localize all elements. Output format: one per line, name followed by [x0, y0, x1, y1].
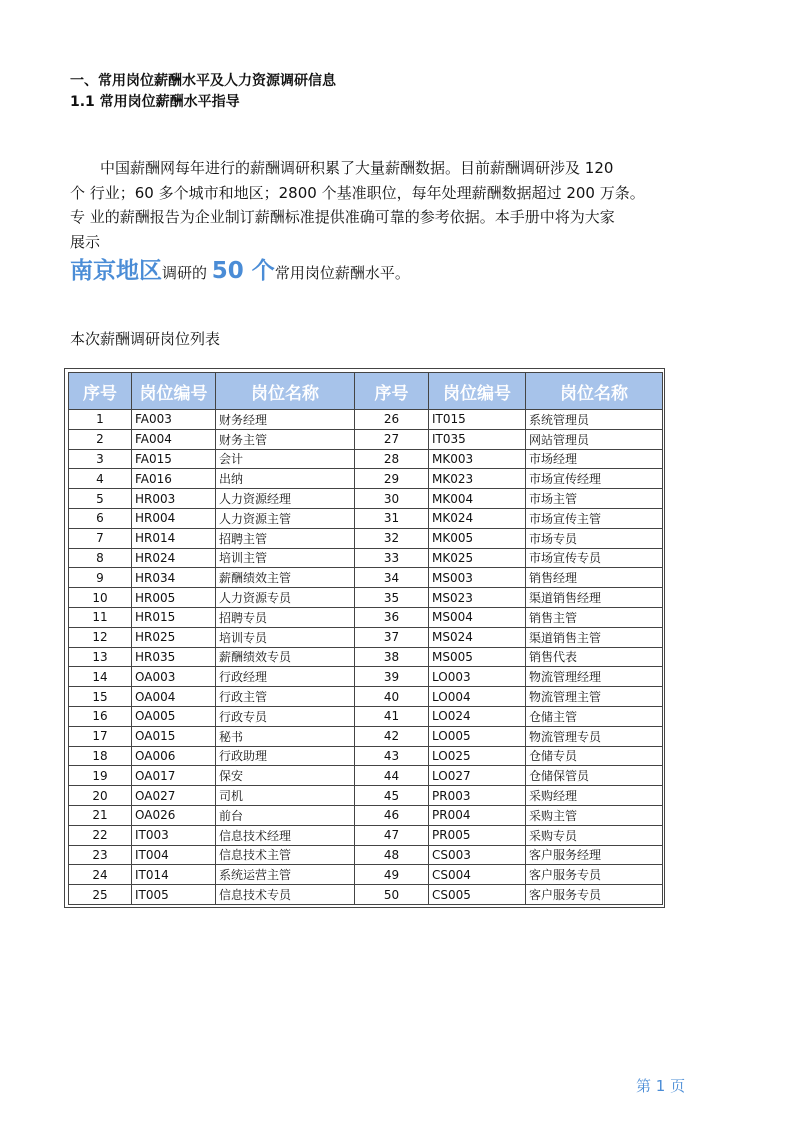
- position-table-frame: [64, 368, 665, 908]
- cell-seq-left: 21: [69, 805, 132, 825]
- cell-seq-left: 15: [69, 687, 132, 707]
- cell-title-left: 培训专员: [216, 627, 355, 647]
- cell-code-left: IT004: [132, 845, 216, 865]
- cell-code-right: CS003: [429, 845, 526, 865]
- intro-line-4: 展示: [70, 232, 101, 251]
- cell-seq-right: 48: [355, 845, 429, 865]
- intro-paragraph: [70, 156, 670, 254]
- table-row: [69, 687, 663, 707]
- table-row: [69, 885, 663, 905]
- cell-code-left: FA016: [132, 469, 216, 489]
- table-row: [69, 410, 663, 430]
- header-seq-right: 序号: [355, 373, 429, 410]
- cell-seq-right: 44: [355, 766, 429, 786]
- cell-title-right: 客户服务专员: [526, 885, 663, 905]
- cell-seq-right: 43: [355, 746, 429, 766]
- cell-title-right: 网站管理员: [526, 429, 663, 449]
- table-body: [69, 410, 663, 905]
- cell-seq-right: 50: [355, 885, 429, 905]
- cell-code-left: HR015: [132, 607, 216, 627]
- cell-title-right: 市场专员: [526, 528, 663, 548]
- cell-code-right: MS005: [429, 647, 526, 667]
- cell-seq-right: 28: [355, 449, 429, 469]
- cell-seq-right: 38: [355, 647, 429, 667]
- page-number: 第 1 页: [636, 1077, 686, 1095]
- cell-title-right: 客户服务经理: [526, 845, 663, 865]
- cell-code-right: MK003: [429, 449, 526, 469]
- cell-title-left: 保安: [216, 766, 355, 786]
- cell-seq-left: 14: [69, 667, 132, 687]
- table-row: [69, 766, 663, 786]
- cell-code-right: IT015: [429, 410, 526, 430]
- header-code-right: 岗位编号: [429, 373, 526, 410]
- highlight-line: [70, 252, 410, 285]
- cell-seq-left: 13: [69, 647, 132, 667]
- cell-seq-left: 4: [69, 469, 132, 489]
- table-caption: 本次薪酬调研岗位列表: [70, 330, 221, 348]
- cell-title-right: 仓储专员: [526, 746, 663, 766]
- cell-seq-right: 41: [355, 706, 429, 726]
- cell-title-right: 销售经理: [526, 568, 663, 588]
- cell-title-right: 仓储主管: [526, 706, 663, 726]
- cell-code-right: LO005: [429, 726, 526, 746]
- cell-title-left: 培训主管: [216, 548, 355, 568]
- cell-seq-left: 10: [69, 588, 132, 608]
- intro-line-2: 个 行业；60 多个城市和地区；2800 个基准职位，每年处理薪酬数据超过 200 万条。: [70, 183, 645, 202]
- cell-seq-left: 16: [69, 706, 132, 726]
- cell-title-right: 销售代表: [526, 647, 663, 667]
- cell-seq-right: 29: [355, 469, 429, 489]
- cell-code-left: HR025: [132, 627, 216, 647]
- cell-title-left: 行政主管: [216, 687, 355, 707]
- cell-seq-left: 19: [69, 766, 132, 786]
- cell-title-right: 市场宣传经理: [526, 469, 663, 489]
- intro-line-3: 专 业的薪酬报告为企业制订薪酬标准提供准确可靠的参考依据。本手册中将为大家: [70, 208, 615, 226]
- highlight-mid-text: 调研的: [162, 264, 208, 282]
- cell-seq-left: 8: [69, 548, 132, 568]
- cell-code-right: LO024: [429, 706, 526, 726]
- cell-title-left: 招聘主管: [216, 528, 355, 548]
- cell-title-right: 销售主管: [526, 607, 663, 627]
- cell-title-left: 信息技术经理: [216, 825, 355, 845]
- cell-title-right: 物流管理主管: [526, 687, 663, 707]
- cell-title-right: 系统管理员: [526, 410, 663, 430]
- table-row: [69, 726, 663, 746]
- cell-code-left: HR014: [132, 528, 216, 548]
- cell-code-left: OA005: [132, 706, 216, 726]
- cell-title-right: 采购专员: [526, 825, 663, 845]
- cell-code-left: OA026: [132, 805, 216, 825]
- cell-seq-left: 17: [69, 726, 132, 746]
- header-title-left: 岗位名称: [216, 373, 355, 410]
- cell-title-right: 采购经理: [526, 786, 663, 806]
- cell-title-left: 薪酬绩效主管: [216, 568, 355, 588]
- cell-seq-left: 23: [69, 845, 132, 865]
- subsection-heading: 1.1 常用岗位薪酬水平指导: [70, 94, 240, 110]
- cell-title-left: 财务经理: [216, 410, 355, 430]
- table-row: [69, 667, 663, 687]
- table-header-row: [69, 373, 663, 410]
- table-row: [69, 548, 663, 568]
- cell-code-right: PR004: [429, 805, 526, 825]
- cell-seq-left: 18: [69, 746, 132, 766]
- cell-seq-left: 24: [69, 865, 132, 885]
- cell-title-left: 人力资源主管: [216, 508, 355, 528]
- cell-code-right: LO027: [429, 766, 526, 786]
- cell-seq-left: 1: [69, 410, 132, 430]
- cell-title-right: 渠道销售主管: [526, 627, 663, 647]
- cell-code-right: MK025: [429, 548, 526, 568]
- header-title-right: 岗位名称: [526, 373, 663, 410]
- cell-code-left: OA004: [132, 687, 216, 707]
- cell-title-left: 秘书: [216, 726, 355, 746]
- cell-seq-right: 26: [355, 410, 429, 430]
- cell-code-right: LO025: [429, 746, 526, 766]
- cell-code-right: LO003: [429, 667, 526, 687]
- table-row: [69, 627, 663, 647]
- cell-title-left: 招聘专员: [216, 607, 355, 627]
- cell-seq-right: 31: [355, 508, 429, 528]
- cell-code-right: LO004: [429, 687, 526, 707]
- cell-seq-right: 42: [355, 726, 429, 746]
- cell-code-left: HR005: [132, 588, 216, 608]
- region-highlight: 南京地区: [70, 258, 162, 284]
- cell-code-left: FA004: [132, 429, 216, 449]
- cell-seq-left: 6: [69, 508, 132, 528]
- table-row: [69, 528, 663, 548]
- cell-seq-right: 35: [355, 588, 429, 608]
- cell-title-left: 系统运营主管: [216, 865, 355, 885]
- cell-code-left: OA027: [132, 786, 216, 806]
- cell-seq-right: 46: [355, 805, 429, 825]
- cell-title-right: 市场宣传主管: [526, 508, 663, 528]
- cell-code-right: MK024: [429, 508, 526, 528]
- cell-seq-left: 11: [69, 607, 132, 627]
- cell-code-left: HR035: [132, 647, 216, 667]
- cell-title-right: 市场经理: [526, 449, 663, 469]
- cell-title-left: 行政助理: [216, 746, 355, 766]
- cell-title-right: 物流管理专员: [526, 726, 663, 746]
- cell-code-right: MK005: [429, 528, 526, 548]
- cell-code-right: IT035: [429, 429, 526, 449]
- cell-code-left: OA015: [132, 726, 216, 746]
- highlight-tail-text: 常用岗位薪酬水平。: [274, 264, 410, 282]
- cell-seq-right: 37: [355, 627, 429, 647]
- cell-title-left: 信息技术专员: [216, 885, 355, 905]
- cell-seq-left: 2: [69, 429, 132, 449]
- table-row: [69, 469, 663, 489]
- table-row: [69, 845, 663, 865]
- cell-code-right: PR005: [429, 825, 526, 845]
- table-row: [69, 449, 663, 469]
- table-row: [69, 429, 663, 449]
- cell-code-left: HR024: [132, 548, 216, 568]
- cell-title-right: 市场宣传专员: [526, 548, 663, 568]
- cell-seq-right: 49: [355, 865, 429, 885]
- table-row: [69, 568, 663, 588]
- header-seq-left: 序号: [69, 373, 132, 410]
- cell-seq-right: 32: [355, 528, 429, 548]
- cell-seq-right: 40: [355, 687, 429, 707]
- table-row: [69, 865, 663, 885]
- cell-seq-left: 5: [69, 489, 132, 509]
- cell-seq-right: 33: [355, 548, 429, 568]
- cell-title-left: 出纳: [216, 469, 355, 489]
- cell-code-right: MK004: [429, 489, 526, 509]
- cell-title-left: 薪酬绩效专员: [216, 647, 355, 667]
- cell-title-right: 采购主管: [526, 805, 663, 825]
- cell-code-right: MS023: [429, 588, 526, 608]
- cell-title-left: 人力资源经理: [216, 489, 355, 509]
- table-row: [69, 489, 663, 509]
- cell-code-right: MS004: [429, 607, 526, 627]
- table-row: [69, 508, 663, 528]
- section-heading: 一、常用岗位薪酬水平及人力资源调研信息: [70, 73, 336, 89]
- count-highlight: 50 个: [211, 258, 275, 284]
- cell-seq-right: 39: [355, 667, 429, 687]
- cell-title-left: 行政专员: [216, 706, 355, 726]
- cell-title-left: 会计: [216, 449, 355, 469]
- table-row: [69, 746, 663, 766]
- cell-title-left: 行政经理: [216, 667, 355, 687]
- cell-code-right: PR003: [429, 786, 526, 806]
- cell-seq-left: 25: [69, 885, 132, 905]
- cell-code-right: CS004: [429, 865, 526, 885]
- cell-seq-right: 34: [355, 568, 429, 588]
- cell-seq-left: 3: [69, 449, 132, 469]
- position-table: [68, 372, 663, 905]
- cell-title-right: 渠道销售经理: [526, 588, 663, 608]
- cell-title-right: 仓储保管员: [526, 766, 663, 786]
- cell-seq-right: 47: [355, 825, 429, 845]
- cell-seq-right: 30: [355, 489, 429, 509]
- cell-seq-right: 27: [355, 429, 429, 449]
- cell-seq-left: 22: [69, 825, 132, 845]
- table-row: [69, 706, 663, 726]
- table-row: [69, 607, 663, 627]
- cell-title-right: 物流管理经理: [526, 667, 663, 687]
- cell-title-left: 信息技术主管: [216, 845, 355, 865]
- table-row: [69, 588, 663, 608]
- cell-title-left: 司机: [216, 786, 355, 806]
- table-row: [69, 647, 663, 667]
- cell-title-left: 人力资源专员: [216, 588, 355, 608]
- cell-code-left: IT005: [132, 885, 216, 905]
- cell-code-left: HR003: [132, 489, 216, 509]
- table-row: [69, 825, 663, 845]
- cell-code-right: MS024: [429, 627, 526, 647]
- cell-seq-left: 20: [69, 786, 132, 806]
- cell-code-left: FA015: [132, 449, 216, 469]
- cell-code-left: OA017: [132, 766, 216, 786]
- cell-code-left: IT003: [132, 825, 216, 845]
- cell-seq-right: 36: [355, 607, 429, 627]
- cell-code-left: HR034: [132, 568, 216, 588]
- header-code-left: 岗位编号: [132, 373, 216, 410]
- cell-code-left: FA003: [132, 410, 216, 430]
- table-row: [69, 786, 663, 806]
- cell-title-right: 市场主管: [526, 489, 663, 509]
- cell-seq-left: 12: [69, 627, 132, 647]
- cell-code-right: CS005: [429, 885, 526, 905]
- cell-code-right: MS003: [429, 568, 526, 588]
- cell-seq-right: 45: [355, 786, 429, 806]
- cell-seq-left: 9: [69, 568, 132, 588]
- cell-title-right: 客户服务专员: [526, 865, 663, 885]
- cell-title-left: 前台: [216, 805, 355, 825]
- table-row: [69, 805, 663, 825]
- cell-title-left: 财务主管: [216, 429, 355, 449]
- cell-code-left: HR004: [132, 508, 216, 528]
- cell-seq-left: 7: [69, 528, 132, 548]
- intro-line-1: 中国薪酬网每年进行的薪酬调研积累了大量薪酬数据。目前薪酬调研涉及 120: [100, 159, 614, 177]
- cell-code-left: OA006: [132, 746, 216, 766]
- cell-code-left: IT014: [132, 865, 216, 885]
- cell-code-right: MK023: [429, 469, 526, 489]
- cell-code-left: OA003: [132, 667, 216, 687]
